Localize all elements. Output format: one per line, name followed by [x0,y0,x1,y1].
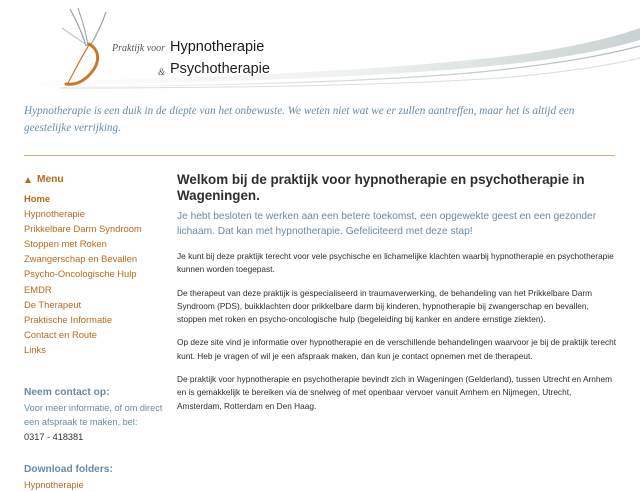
sidebar [24,174,169,492]
download-block [24,464,169,492]
nav-item-psycho-oncologische-hulp[interactable]: Psycho-Oncologische Hulp [24,268,137,280]
brand-ampersand: & [158,67,166,77]
nav-item-stoppen-met-roken[interactable]: Stoppen met Roken [24,238,107,250]
phone-number[interactable]: 0317 - 418381 [24,431,84,442]
body-paragraph-1: Je kunt bij deze praktijk terecht voor vele psychische en lichamelijke klachten waarbij hypnotherapie en psychotherapie kunnen worden toegepast. [177,251,614,275]
nav-item-prikkelbare-darm-syndroom[interactable]: Prikkelbare Darm Syndroom [24,223,142,235]
brand-tagline-small: Praktijk voor [112,43,166,54]
download-link-hypnotherapie[interactable]: Hypnotherapie [24,479,84,490]
nav-item-home[interactable]: Home [24,193,51,204]
nav-item-contact-en-route[interactable]: Contact en Route [24,328,97,340]
intro-quote: Hypnotherapie is een duik in de diepte van het onbewuste. We weten niet wat we er zullen aantreffen, maar het is altijd een geestelijke verrijking. [24,105,575,134]
body-paragraph-2: De therapeut van deze praktijk is gespecialiseerd in traumaverwerking, de behandeling van het Prikkelbare Darm Syndroom (PDS), buikklachten door prikkelbare darm bij kinderen, hypnotherapie bij zwangerschap en bevallen, stoppen met roken en psycho-oncologische hulp (begeleiding bij kanker en andere ernstige ziekten). [177,287,593,325]
page-title: Welkom bij de praktijk voor hypnotherapie en psychotherapie in Wageningen. [177,172,585,203]
triangle-up-icon [25,177,31,183]
nav-item-de-therapeut[interactable]: De Therapeut [24,298,82,310]
contact-text-line2: een afspraak te maken, bel: [24,417,138,428]
brand-title-hypnotherapie[interactable]: Hypnotherapie [170,39,265,55]
lead-paragraph: Je hebt besloten te werken aan een betere toekomst, een opgewekte geest en een gezonder lichaam. Dat kan met hypnotherapie. Gefeliciteerd met deze stap! [177,211,597,237]
section-divider [24,155,615,156]
contact-heading: Neem contact op: [24,387,110,399]
nav-item-hypnotherapie[interactable]: Hypnotherapie [24,208,85,220]
contact-block [24,387,169,444]
body-paragraph-3: Op deze site vind je informatie over hypnotherapie en de verschillende behandelingen waarvoor je bij de praktijk terecht kunt. Heb je vragen of wil je een afspraak maken, dan kun je contact opnemen met de therapeut. [177,337,617,361]
download-heading: Download folders: [24,463,113,475]
logo-icon [58,6,113,88]
nav-menu [24,191,169,357]
contact-text-line1: Voor meer informatie, of om direct [24,403,163,414]
menu-heading [24,174,169,185]
nav-item-emdr[interactable]: EMDR [24,283,52,295]
body-paragraph-4: De praktijk voor hypnotherapie en psychotherapie bevindt zich in Wageningen (Gelderland), tussen Utrecht en Arnhem en is gemakkelijk te bereiken via de snelweg of met openbaar vervoer vanuit Arnhem en Nijmegen, Utrecht, Amsterdam, Rotterdam en Den Haag. [177,374,613,411]
main-content [177,172,617,423]
nav-item-zwangerschap-en-bevallen[interactable]: Zwangerschap en Bevallen [24,253,138,265]
menu-heading-label: Menu [37,174,64,185]
brand-title-psychotherapie[interactable]: Psychotherapie [170,61,270,77]
nav-item-praktische-informatie[interactable]: Praktische Informatie [24,313,113,325]
nav-item-links[interactable]: Links [24,343,46,355]
site-header [0,0,640,92]
